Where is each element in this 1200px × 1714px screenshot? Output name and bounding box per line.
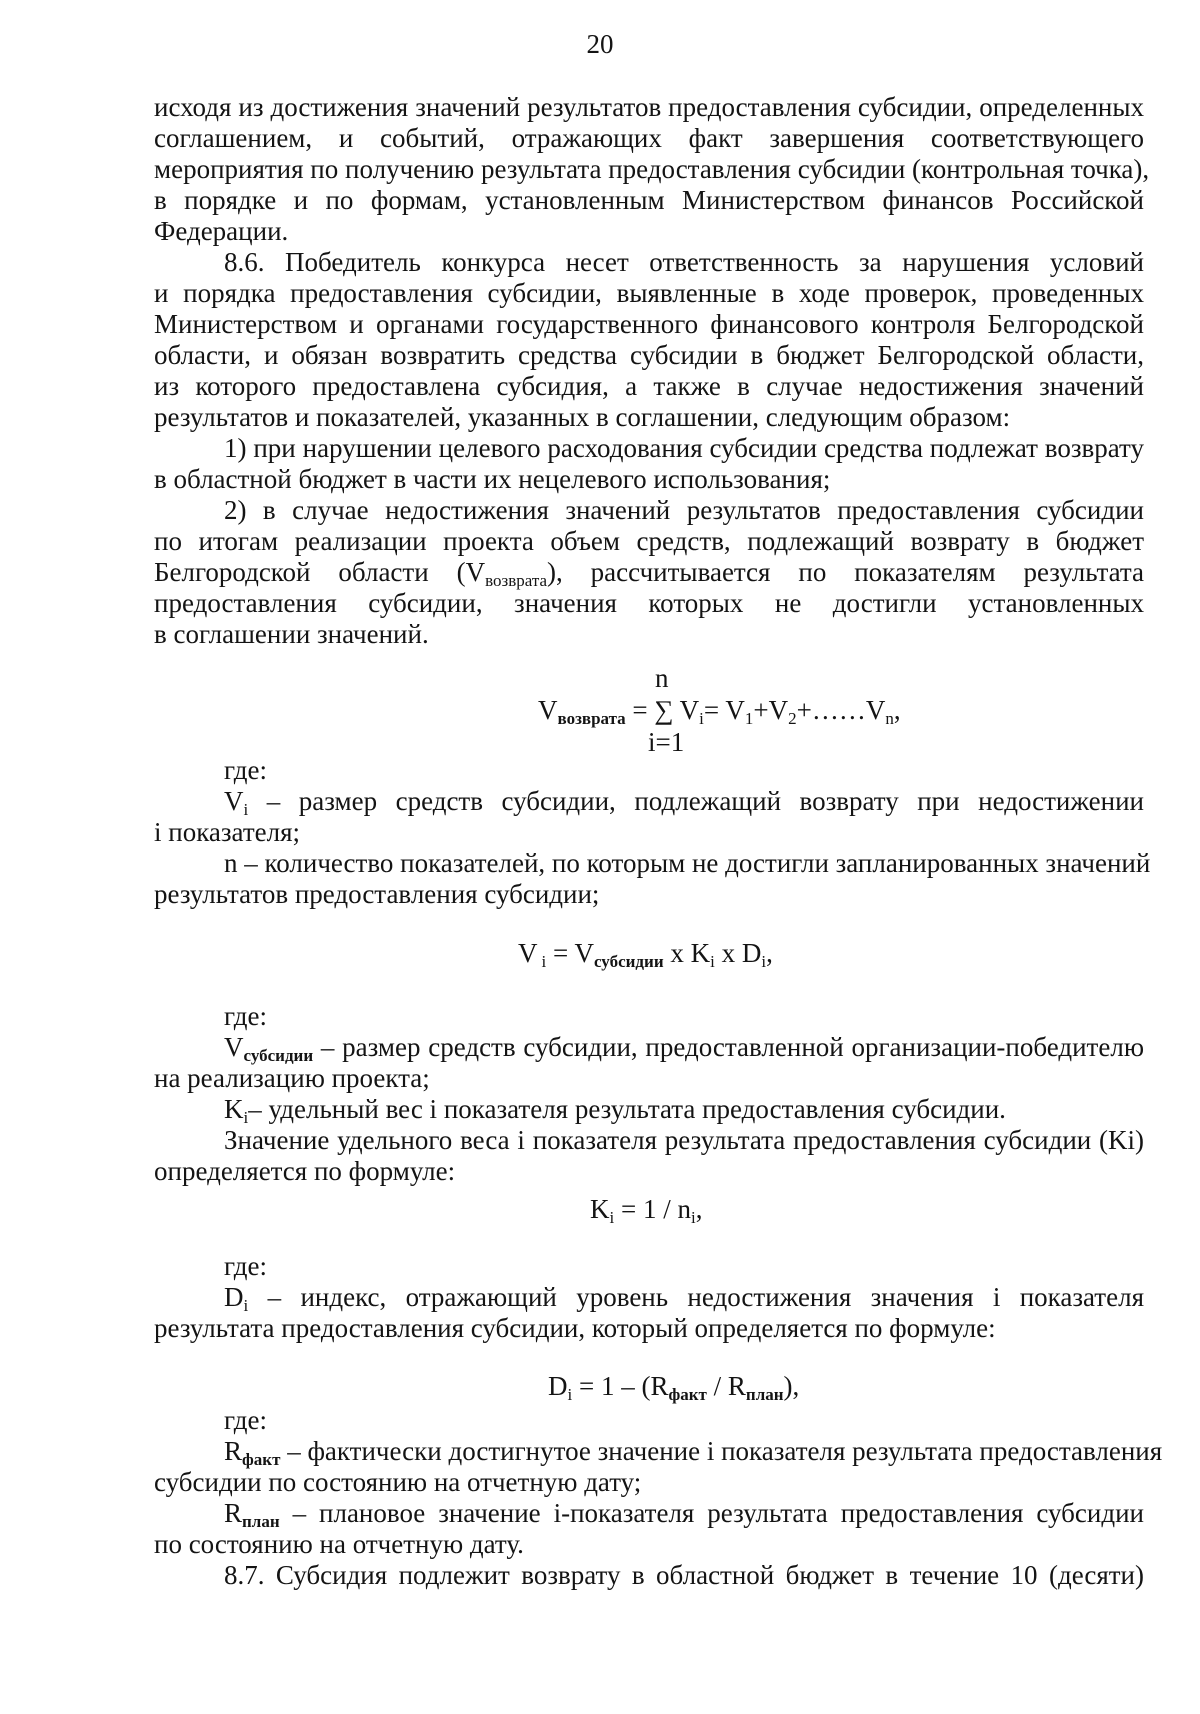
text-line xyxy=(224,1497,1144,1529)
subscript: i xyxy=(609,1208,615,1227)
formula-symbol: +V xyxy=(753,695,789,725)
text-line: области, и обязан возвратить средства субсидии в бюджет Белгородской области, xyxy=(154,340,1144,370)
subscript: 1 xyxy=(744,709,754,728)
formula-line xyxy=(538,694,901,726)
text-line: и порядка предоставления субсидии, выявленные в ходе проверок, проведенных xyxy=(154,278,1144,308)
subscript: i xyxy=(710,952,715,971)
subscript: 2 xyxy=(788,709,797,728)
formula-symbol: V xyxy=(538,695,558,725)
text-line: Значение удельного веса i показателя результата предоставления субсидии (Ki) xyxy=(224,1125,1144,1155)
sum-sign: ∑ xyxy=(654,695,674,725)
text-line: на реализацию проекта; xyxy=(154,1063,430,1093)
text-line: 2) в случае недостижения значений результатов предоставления субсидии xyxy=(224,495,1144,525)
formula-symbol: D xyxy=(224,1282,244,1312)
subscript: факт xyxy=(242,1450,281,1469)
subscript: i xyxy=(243,1108,249,1127)
formula-ki xyxy=(590,1193,702,1225)
formula-symbol: = V xyxy=(703,695,745,725)
subscript: возврата xyxy=(485,571,548,590)
text-line xyxy=(224,785,1144,817)
where-label: где: xyxy=(224,755,267,785)
text-line: мероприятия по получению результата предоставления субсидии (контрольная точка), xyxy=(154,154,1150,184)
formula-vi xyxy=(518,937,773,969)
text-line xyxy=(224,1281,1144,1313)
definition-ki xyxy=(224,1093,1144,1125)
text-line: по состоянию на отчетную дату. xyxy=(154,1529,524,1559)
formula-symbol: ), xyxy=(783,1371,800,1401)
text-fragment: – размер средств субсидии, подлежащий возврату при недостижении xyxy=(248,786,1144,816)
formula-symbol: K xyxy=(224,1094,244,1124)
formula-symbol: = V xyxy=(546,938,594,968)
text-line xyxy=(154,556,1144,588)
text-line: 8.6. Победитель конкурса несет ответственность за нарушения условий xyxy=(224,247,1144,277)
formula-symbol: V xyxy=(224,786,244,816)
formula-symbol: V xyxy=(518,938,538,968)
formula-symbol: = 1 / n xyxy=(614,1194,691,1224)
formula-symbol: V xyxy=(224,1032,244,1062)
text-line: 1) при нарушении целевого расходования субсидии средства подлежат возврату xyxy=(224,433,1144,463)
text-line: в соглашении значений. xyxy=(154,619,429,649)
formula-symbol: x D xyxy=(714,938,762,968)
formula-symbol: R xyxy=(224,1436,243,1466)
text-line: Федерации. xyxy=(154,216,289,246)
subscript: i xyxy=(541,952,547,971)
subscript: план xyxy=(242,1512,280,1531)
subscript: i xyxy=(690,1208,696,1227)
formula-symbol: / R xyxy=(706,1371,746,1401)
formula-di xyxy=(548,1370,799,1402)
page-number: 20 xyxy=(586,29,614,59)
text-line: результата предоставления субсидии, который определяется по формуле: xyxy=(154,1313,996,1343)
text-line: из которого предоставлена субсидия, а также в случае недостижения значений xyxy=(154,371,1144,401)
text-fragment: – размер средств субсидии, предоставленной организации-победителю xyxy=(313,1032,1144,1062)
subscript: i xyxy=(761,952,767,971)
formula-symbol: x K xyxy=(663,938,711,968)
text-line: предоставления субсидии, значения которых не достигли установленных xyxy=(154,588,1144,618)
text-fragment: – удельный вес i показателя результата предоставления субсидии. xyxy=(248,1094,1006,1124)
subscript: план xyxy=(745,1385,784,1404)
formula-symbol: , xyxy=(893,695,901,725)
subscript: i xyxy=(567,1385,573,1404)
formula-symbol: , xyxy=(695,1194,703,1224)
text-line: соглашением, и событий, отражающих факт завершения соответствующего xyxy=(154,123,1144,153)
formula-symbol: = 1 – (R xyxy=(572,1371,669,1401)
text-line: определяется по формуле: xyxy=(154,1156,456,1186)
formula-symbol: R xyxy=(224,1498,243,1528)
formula-symbol: +……V xyxy=(796,695,886,725)
text-fragment: – фактически достигнутое значение i показателя результата предоставления xyxy=(280,1436,1163,1466)
text-line: субсидии по состоянию на отчетную дату; xyxy=(154,1467,642,1497)
subscript: i xyxy=(243,800,249,819)
where-label: где: xyxy=(224,1001,267,1031)
text-fragment: – индекс, отражающий уровень недостижения значения i показателя xyxy=(248,1282,1144,1312)
subscript: n xyxy=(885,709,894,728)
text-line: результатов предоставления субсидии; xyxy=(154,879,600,909)
formula-symbol: K xyxy=(590,1194,610,1224)
formula-symbol: = xyxy=(625,695,655,725)
text-line: i показателя; xyxy=(154,817,301,847)
formula-symbol: V xyxy=(679,695,700,725)
sum-lower-limit: i=1 xyxy=(648,727,685,757)
text-fragment: ), рассчитывается по показателям результата xyxy=(547,557,1145,587)
text-line: n – количество показателей, по которым не достигли запланированных значений xyxy=(224,848,1151,878)
subscript: субсидии xyxy=(243,1046,314,1065)
text-line: Министерством и органами государственного финансового контроля Белгородской xyxy=(154,309,1144,339)
text-line: по итогам реализации проекта объем средств, подлежащий возврату в бюджет xyxy=(154,526,1144,556)
text-fragment: – плановое значение i-показателя результата предоставления субсидии xyxy=(279,1498,1144,1528)
formula-symbol: , xyxy=(766,938,773,968)
text-line xyxy=(224,1435,1163,1469)
text-line: в областной бюджет в части их нецелевого использования; xyxy=(154,464,831,494)
text-fragment: Белгородской области (V xyxy=(154,557,486,587)
where-label: где: xyxy=(224,1405,267,1435)
text-line: результатов и показателей, указанных в соглашении, следующим образом: xyxy=(154,402,1011,432)
subscript: i xyxy=(699,709,704,728)
subscript: факт xyxy=(668,1385,707,1404)
sum-upper-limit: n xyxy=(655,663,669,693)
subscript: возврата xyxy=(557,709,626,728)
text-line xyxy=(224,1031,1144,1063)
where-label: где: xyxy=(224,1251,267,1281)
section-8-7: 8.7. Субсидия подлежит возврату в областной бюджет в течение 10 (десяти) xyxy=(224,1560,1144,1590)
formula-symbol: D xyxy=(548,1371,568,1401)
text-line: в порядке и по формам, установленным Министерством финансов Российской xyxy=(154,185,1144,215)
subscript: субсидии xyxy=(593,952,664,971)
subscript: i xyxy=(243,1296,249,1315)
text-line: исходя из достижения значений результатов предоставления субсидии, определенных xyxy=(154,92,1144,122)
